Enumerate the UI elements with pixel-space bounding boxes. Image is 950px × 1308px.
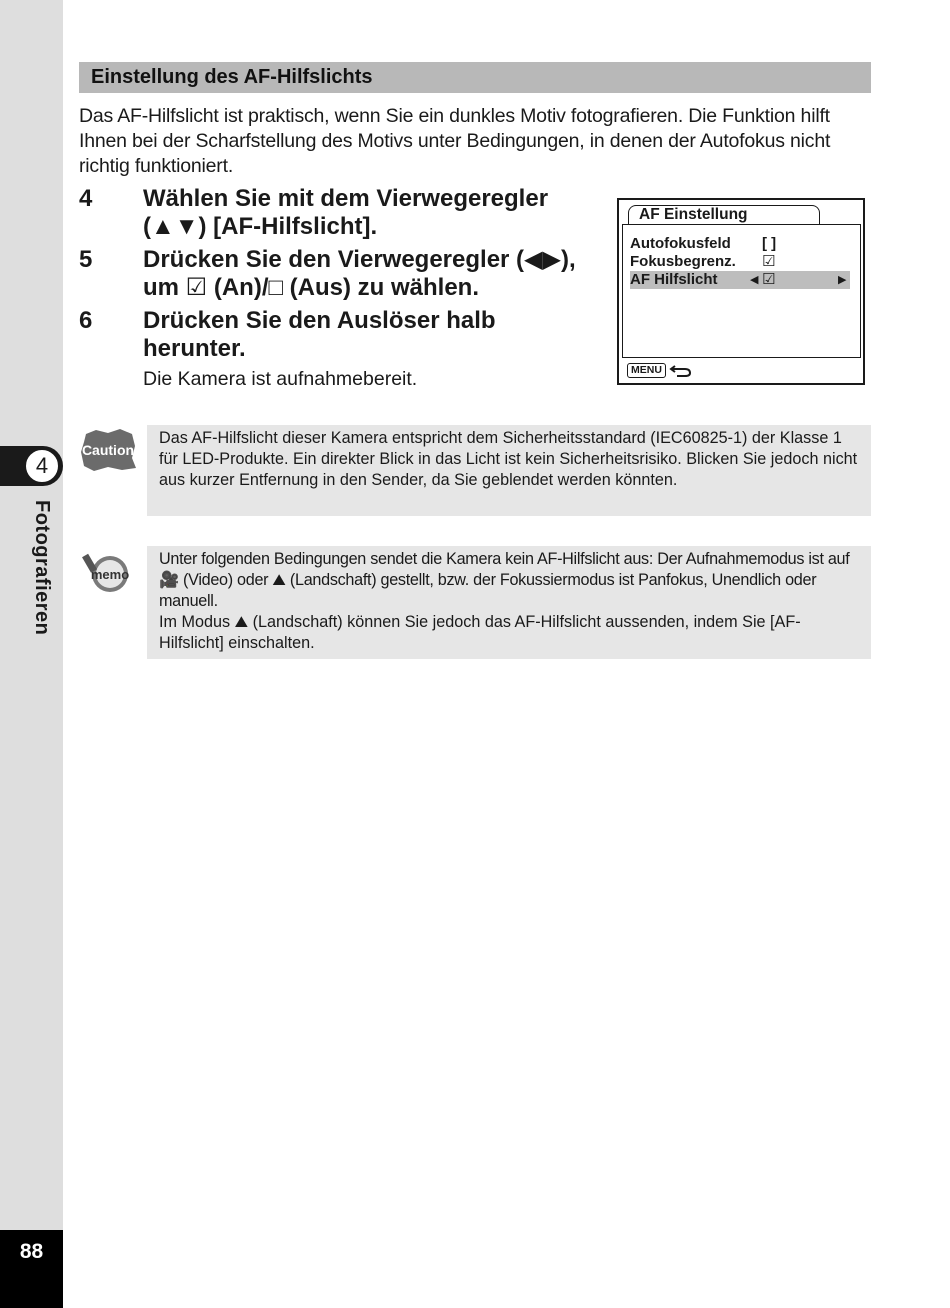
camera-screen <box>617 198 865 385</box>
caution-icon <box>80 428 136 472</box>
svg-text:Caution: Caution <box>81 442 135 458</box>
row-label: AF Hilfslicht <box>630 271 718 288</box>
memo-icon <box>82 550 132 594</box>
camera-footer <box>627 362 693 378</box>
row-label: Autofokusfeld <box>630 235 731 252</box>
caution-text: Das AF-Hilfslicht dieser Kamera entspricht dem Sicherheitsstandard (IEC60825-1) der Klasse 1 für LED-Produkte. Ein direkter Blick in das Licht ist kein Sicherheitsrisiko. Blicken Sie jedoch nicht aus kurzer Entfernung in den Sender, da Sie geblendet werden könnten. <box>159 429 858 489</box>
step-number: 6 <box>79 307 93 334</box>
camera-menu-panel <box>622 224 861 358</box>
af-frame-icon: [ ] <box>762 235 777 252</box>
left-arrow-icon: ◀ <box>750 274 759 286</box>
menu-button-icon: MENU <box>627 363 666 378</box>
step-text: Drücken Sie den Vierwegeregler (◀▶), um ☑ (An)/□ (Aus) zu wählen. <box>143 246 576 301</box>
chapter-number: 4 <box>24 448 60 484</box>
memo-text-2: Im Modus ⛰ (Landschaft) können Sie jedoch das AF-Hilfslicht aussenden, indem Sie [AF-Hilfslicht] einschalten. <box>159 613 801 652</box>
memo-note <box>147 546 871 659</box>
camera-menu-row <box>630 235 850 253</box>
section-title: Einstellung des AF-Hilfslichts <box>79 62 871 93</box>
page-number: 88 <box>19 1240 44 1263</box>
svg-text:memo: memo <box>90 567 130 582</box>
checkbox-checked-icon: ☑ <box>762 271 776 288</box>
chapter-strip <box>0 0 63 1308</box>
camera-tab-title: AF Einstellung <box>628 205 820 224</box>
step-number: 4 <box>79 185 93 212</box>
right-arrow-icon: ▶ <box>838 274 847 286</box>
intro-paragraph: Das AF-Hilfslicht ist praktisch, wenn Sie ein dunkles Motiv fotografieren. Die Funktion hilft Ihnen bei der Scharfstellung des Motivs unter Bedingungen, in denen der Autofokus nicht richtig funktioniert. <box>79 105 831 177</box>
memo-text-1: Unter folgenden Bedingungen sendet die Kamera kein AF-Hilfslicht aus: Der Aufnahmemodus ist auf 🎥 (Video) oder ⛰ (Landschaft) gestellt, bzw. der Fokussiermodus ist Panfokus, Unendlich oder manuell. <box>159 550 850 610</box>
back-arrow-icon <box>669 363 693 377</box>
camera-menu-row <box>630 253 850 271</box>
chapter-title: Fotografieren <box>31 500 53 636</box>
step-text: Wählen Sie mit dem Vierwegeregler (▲▼) [AF-Hilfslicht]. <box>143 185 549 240</box>
step-result: Die Kamera ist aufnahmebereit. <box>143 368 418 390</box>
caution-note <box>147 425 871 516</box>
step-number: 5 <box>79 246 93 273</box>
row-label: Fokusbegrenz. <box>630 253 736 270</box>
camera-menu-row-selected <box>630 271 850 289</box>
step-text: Drücken Sie den Auslöser halb herunter. <box>143 307 496 362</box>
checkbox-checked-icon: ☑ <box>762 253 776 270</box>
